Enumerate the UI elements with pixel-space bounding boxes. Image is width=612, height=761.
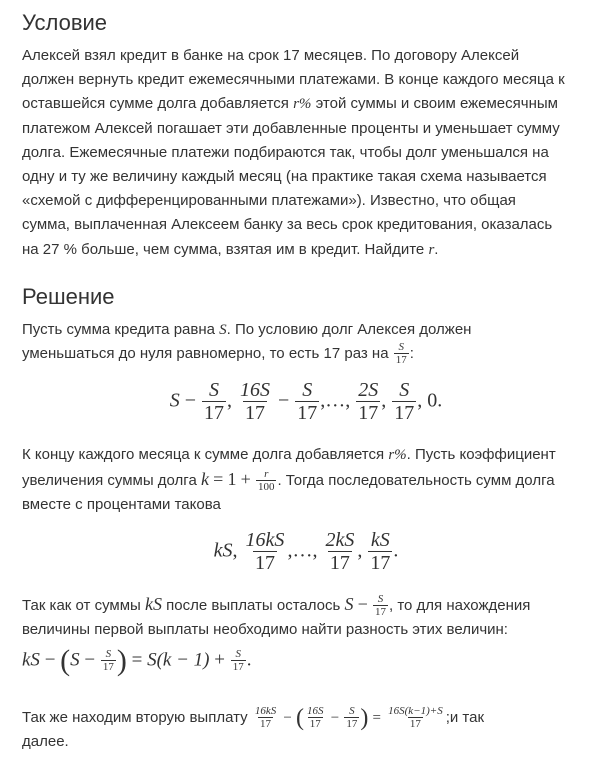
sequence-formula-1: S − $\frac{S}{17}$ , $\frac{16S}{17}$ − $\frac{S}{17}$ ,…, $\frac{2S}{17}$ , $\frac{S}{17}$ , 0.: [169, 379, 443, 424]
solution-paragraph-3: Так как от суммы kS после выплаты осталось S − $\frac{S}{17}$ , то для нахождения величины первой выплаты необходимо найти разность этих величин:: [22, 593, 531, 639]
sequence-formula-2: kS, $\frac{16kS}{17}$ ,…, $\frac{2kS}{17}$ , $\frac{kS}{17}$ .: [213, 529, 399, 574]
condition-title: Условие: [22, 10, 108, 35]
solution-paragraph-4: Так же находим вторую выплату $\frac{16kS}{17}$ − ( $\frac{16S}{17}$ − $\frac{S}{17}$ ) = $\frac{16S(k-1)+S}{17}$ ;и так далее.: [22, 705, 485, 751]
condition-text: Алексей взял кредит в банке на срок 17 месяцев. По договору Алексей должен вернуть кредит ежемесячными платежами. В конце каждого месяца к оставшейся сумме долга добавляется r% этой суммы и своим ежемесячным платежом Алексей погашает эти добавленные проценты и уменьшает сумму долга. Ежемесячные платежи подбираются так, чтобы долг уменьшался на одну и ту же величину каждый месяц (на практике такая схема называется «схемой с дифференцированными платежами»). Известно, что общая сумма, выплаченная Алексеем банку за весь срок кредитования, оказалась на 27 % больше, чем сумма, взятая им в кредит. Найдите r.: [22, 47, 565, 258]
first-payment-formula: kS − (S − $\frac{S}{17}$ ) = S(k − 1) + $\frac{S}{17}$ .: [22, 644, 252, 677]
solution-title: Решение: [22, 284, 115, 309]
solution-paragraph-1: Пусть сумма кредита равна S. По условию долг Алексея должен уменьшаться до нуля равномерно, то есть 17 раз на $\frac{S}{17}$ :: [22, 321, 472, 367]
solution-paragraph-2: К концу каждого месяца к сумме долга добавляется r%. Пусть коэффициент увеличения суммы долга k = 1 + $\frac{r}{100}$ . Тогда последовательность сумм долга вместе с процентами такова: [22, 446, 556, 514]
